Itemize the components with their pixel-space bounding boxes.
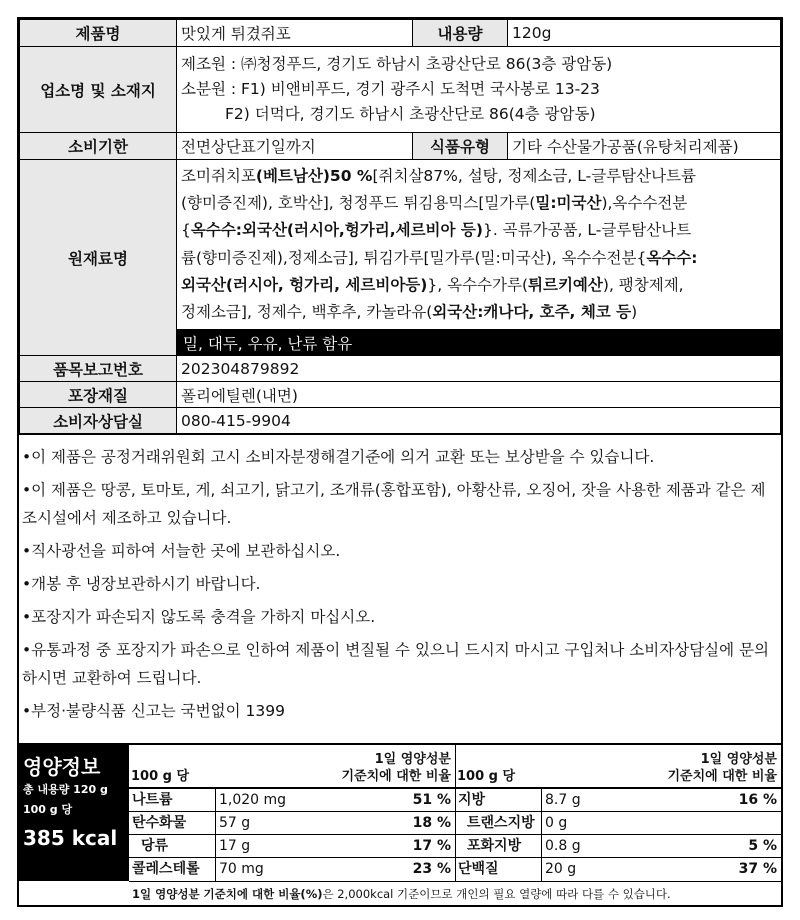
per-serving: 100 g 당 [23, 803, 73, 816]
nutrient-percent: 17 % [412, 838, 451, 854]
notice-item: •이 제품은 공정거래위원회 고시 소비자분쟁해결기준에 의거 교환 또는 보상받을 수 있습니다. [22, 448, 655, 466]
per-100g-header: 100 g 당 [131, 769, 190, 784]
notice-section [19, 434, 781, 744]
nutrient-percent: 5 % [748, 838, 777, 854]
notice-item: •개봉 후 냉장보관하시기 바랍니다. [22, 575, 261, 593]
allergy-bar: 밀, 대두, 우유, 난류 함유 [177, 330, 781, 356]
nutrient-amount: 0 g [545, 815, 568, 831]
distributor-line-2: F2) 더먹다, 경기도 하남시 초광산단로 86(4층 광암동) [225, 105, 596, 123]
nutrient-name: 지방 [458, 792, 486, 808]
product-name-value: 맛있게 튀겼쥐포 [177, 20, 413, 47]
ingredient-emphasis: 외국산:캐나다, 호주, 체코 등 [432, 302, 632, 321]
nutrition-header-left [129, 745, 455, 789]
food-type-label: 식품유형 [413, 133, 508, 160]
nutrient-percent: 18 % [412, 815, 451, 831]
ingredients-label: 원재료명 [20, 160, 177, 356]
notice-item: •이 제품은 땅콩, 토마토, 게, 쇠고기, 닭고기, 조개류(홍합포함), 아황산류, 오징어, 잣을 사용한 제품과 같은 제조시설에서 제조하고 있습니다. [22, 481, 766, 527]
consumer-center-label: 소비자상담실 [20, 408, 177, 434]
ingredient-text: ) [631, 302, 638, 321]
nutrient-name: 단백질 [458, 861, 499, 877]
notice-item: •부정·불량식품 신고는 국번없이 1399 [22, 702, 285, 720]
nutrient-amount: 57 g [219, 815, 251, 831]
nutrient-row [129, 835, 455, 858]
footnote-rest: 은 2,000kcal 기준이므로 개인의 필요 열량에 따라 다를 수 있습니다. [322, 887, 671, 901]
ingredient-text: 조미쥐치포 [181, 166, 256, 185]
daily-value-header: 1일 영양성분 [374, 752, 451, 767]
content-label: 내용량 [413, 20, 508, 47]
nutrient-name: 트랜스지방 [467, 815, 535, 831]
consumer-center-value: 080-415-9904 [177, 408, 781, 434]
daily-value-header: 기준치에 대한 비율 [341, 769, 451, 784]
expiry-label: 소비기한 [20, 133, 177, 160]
total-content: 총 내용량 120 g [23, 783, 108, 796]
nutrition-header-right [455, 745, 781, 789]
ingredients-line [181, 163, 776, 190]
nutrient-amount: 0.8 g [545, 838, 581, 854]
notice-item: •직사광선을 피하여 서늘한 곳에 보관하십시오. [22, 542, 341, 560]
footnote-bold: 1일 영양성분 기준치에 대한 비율(%) [132, 887, 323, 901]
notice-item: •유통과정 중 포장지가 파손으로 인하여 제품이 변질될 수 있으니 드시지 마시고 구입처나 소비자상담실에 문의하시면 교환하여 드립니다. [22, 641, 769, 687]
nutrient-percent: 37 % [738, 861, 777, 877]
ingredients-line [181, 245, 776, 272]
nutrient-row [455, 812, 781, 835]
ingredients-line [181, 190, 776, 217]
notice-item: •포장지가 파손되지 않도록 충격을 가하지 마십시오. [22, 608, 376, 626]
ingredient-emphasis: 밀:미국산 [535, 194, 602, 213]
nutrient-percent: 23 % [412, 861, 451, 877]
product-name-label: 제품명 [20, 20, 177, 47]
ingredient-text: (향미증진제), 호박산], 청정푸드 튀김용믹스[밀가루( [181, 194, 536, 213]
nutrient-amount: 17 g [219, 838, 251, 854]
company-value [177, 47, 781, 133]
nutrient-amount: 20 g [545, 861, 577, 877]
column-divider [541, 789, 542, 881]
ingredient-text: ), 팽창제제, [602, 275, 684, 294]
nutrient-row [129, 812, 455, 835]
food-label [17, 17, 783, 907]
nutrient-row [455, 789, 781, 812]
ingredient-text: 륨(향미증진제),정제소금], 튀김가루[밀가루(밀:미국산), 옥수수전분{ [181, 248, 647, 267]
nutrient-name: 당류 [141, 838, 169, 854]
nutrient-row [455, 858, 781, 881]
nutrient-amount: 1,020 mg [219, 792, 287, 808]
nutrition-footnote [129, 881, 781, 907]
nutrient-row [129, 789, 455, 812]
ingredients-line [181, 217, 776, 244]
distributor-line-1: 소분원 : F1) 비앤비푸드, 경기 광주시 도척면 국사봉로 13-23 [181, 80, 600, 98]
ingredient-emphasis: 외국산(러시아, 헝가리, 세르비아등) [181, 275, 428, 294]
daily-value-header: 1일 영양성분 [700, 752, 777, 767]
nutrient-name: 콜레스테롤 [132, 861, 200, 877]
ingredient-emphasis: (베트남산)50 % [255, 166, 373, 185]
calories: 385 kcal [23, 826, 118, 850]
nutrient-percent: 16 % [738, 792, 777, 808]
ingredient-emphasis: 옥수수:외국산(러시아,헝가리,세르비아 등) [190, 221, 483, 240]
nutrient-name: 나트륨 [132, 792, 173, 808]
nutrient-row [129, 858, 455, 881]
ingredient-emphasis: 옥수수: [646, 248, 698, 267]
ingredient-emphasis: 튀르키예산 [528, 275, 603, 294]
manufacturer-line: 제조원 : ㈜청정푸드, 경기도 하남시 초광산단로 86(3층 광암동) [181, 55, 613, 73]
daily-value-header: 기준치에 대한 비율 [667, 769, 777, 784]
content-value: 120g [508, 20, 781, 47]
nutrition-title-block [19, 745, 129, 881]
report-number-value: 202304879892 [177, 356, 781, 382]
ingredient-text: 정제소금], 정제수, 백후추, 카놀라유( [181, 302, 433, 321]
ingredient-text: { [181, 221, 191, 240]
product-info-table [19, 19, 781, 434]
ingredient-text: }. 곡류가공품, L-글루탐산나트 [482, 221, 692, 240]
package-material-value: 폴리에틸렌(내면) [177, 382, 781, 408]
ingredients-line [181, 299, 776, 326]
report-number-label: 품목보고번호 [20, 356, 177, 382]
ingredient-text: }, 옥수수가루( [427, 275, 529, 294]
ingredient-text: ),옥수수전분 [601, 194, 688, 213]
ingredient-text: [쥐치살87%, 설탕, 정제소금, L-글루탐산나트륨 [372, 166, 697, 185]
expiry-value: 전면상단표기일까지 [177, 133, 413, 160]
column-divider [455, 745, 456, 881]
ingredients-text [177, 160, 781, 330]
nutrient-name: 탄수화물 [132, 815, 187, 831]
column-divider [215, 789, 216, 881]
ingredients-line [181, 272, 776, 299]
per-100g-header: 100 g 당 [457, 769, 516, 784]
nutrient-amount: 70 mg [219, 861, 264, 877]
nutrient-percent: 51 % [412, 792, 451, 808]
nutrition-title: 영양정보 [23, 755, 101, 779]
nutrition-facts [19, 743, 781, 905]
food-type-value: 기타 수산물가공품(유탕처리제품) [508, 133, 781, 160]
nutrient-amount: 8.7 g [545, 792, 581, 808]
company-label: 업소명 및 소재지 [20, 47, 177, 133]
nutrient-row [455, 835, 781, 858]
nutrient-name: 포화지방 [467, 838, 522, 854]
nutrition-grid [129, 745, 781, 881]
package-material-label: 포장재질 [20, 382, 177, 408]
